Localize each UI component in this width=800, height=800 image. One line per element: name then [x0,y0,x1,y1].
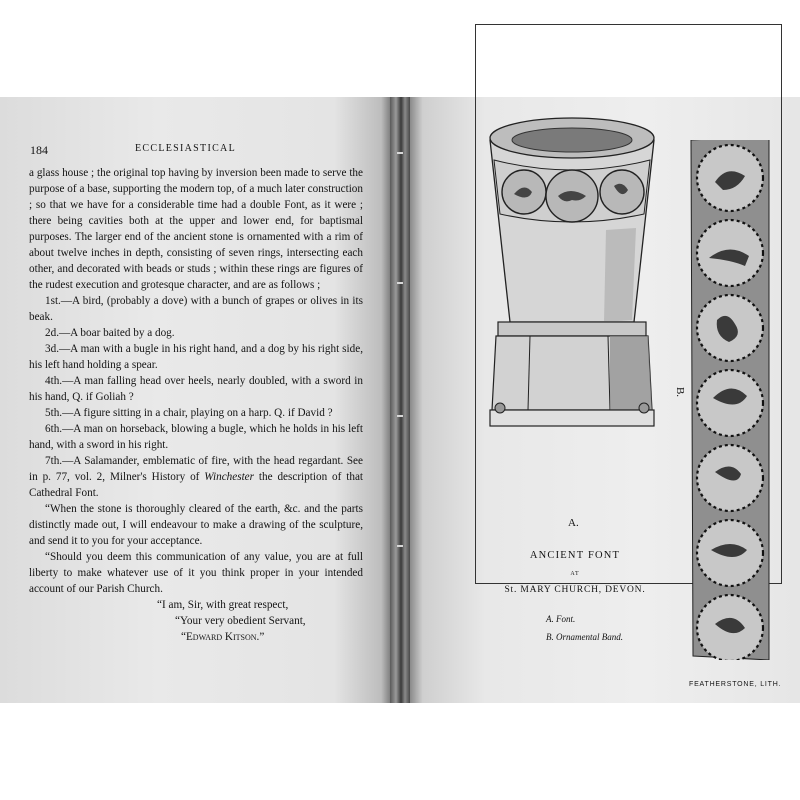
plate-caption-at: AT [570,571,580,577]
paragraph: a glass house ; the original top having by inversion been made to serve the purpose of a base, supporting the modern top, of a much later construction ; so that we have for a considerable time had a double Font, as it were ; there being cavities both at the upper and lower end, for baptismal purposes. The larger end of the ancient stone is ornamented with a rim of about twelve inches in depth, consisting of seven rings, intersecting each other, and decorated with beads or studs ; within these rings are figures of the rudest execution and grotesque character, and are as follows ; [29,167,363,291]
list-item-text-end: the description of that Cathedral Font. [29,471,364,499]
letter-signature: “Edward Kitson.” [181,631,265,643]
list-item-text: 7th.—A Salamander, emblematic of fire, with the head regardant. See in p. 77, vol. 2, Milner's History of [29,455,363,483]
plate-caption-place: St. MARY CHURCH, DEVON. [504,585,646,595]
ornamental-band-illustration [685,140,775,660]
page-number: 184 [30,143,48,157]
plate-caption-title: ANCIENT FONT [529,550,621,561]
list-item: 4th.—A man falling head over heels, nearly doubled, with a sword in his hand, Q. if Goliah ? [29,375,363,403]
list-item: 1st.—A bird, (probably a dove) with a bunch of grapes or olives in its beak. [29,295,363,323]
letter-closing: “I am, Sir, with great respect, [157,599,289,611]
list-item: 3d.—A man with a bugle in his right hand, and a dog by his right side, his left hand holding a spear. [29,343,363,371]
plate-label-a: A. [568,517,579,529]
plate-key-b-text: B. Ornamental Band. [546,632,623,642]
running-head: ECCLESIASTICAL [135,143,236,154]
list-item: 6th.—A man on horseback, blowing a bugle, which he holds in his left hand, with a sword in his right. [29,423,363,451]
paragraph: “When the stone is thoroughly cleared of the earth, &c. and the parts distinctly made out, I will endeavour to make a drawing of the sculpture, and send it to you for your acceptance. [29,503,363,547]
plate-key-a-text: A. Font. [546,614,576,624]
list-item: 2d.—A boar baited by a dog. [45,327,175,339]
plate-key-b [546,632,623,642]
plate-label-b: B. [674,386,687,398]
letter-closing: “Your very obedient Servant, [175,615,306,627]
left-page-body-text [29,165,363,645]
book-gutter [390,97,410,703]
list-item: 5th.—A figure sitting in a chair, playing on a harp. Q. if David ? [45,407,333,419]
plate-key-a [546,614,575,624]
ancient-font-illustration [486,110,658,530]
book-title-italic: Winchester [204,471,255,483]
lithographer-credit: FEATHERSTONE, LITH. [689,681,782,688]
paragraph: “Should you deem this communication of any value, you are at full liberty to make whatever use of it you think proper in your intended account of our Parish Church. [29,551,363,595]
list-item [29,453,363,501]
